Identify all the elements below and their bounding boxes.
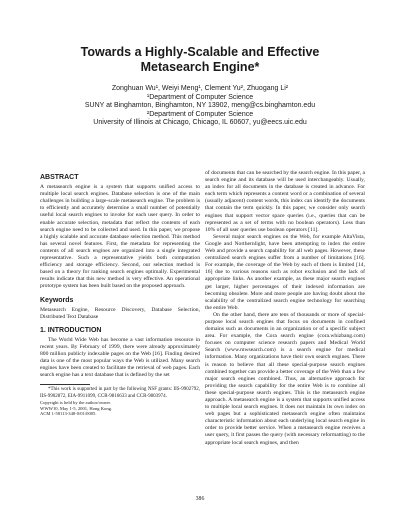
author-block: [20, 85, 380, 128]
copyright-line-3: ACM 1-58113-348-0/01/0005.: [40, 411, 97, 417]
abstract-text: A metasearch engine is a system that supports unified access to multiple local search engines. Database selection is one of the main challenges in building a large-scale metasearch engine. The problem is to efficiently and accurately determine a small number of potentially useful local search engines to invoke for each user query. In order to enable accurate selection, metadata that reflect the contents of each search engine need to be collected and used. In this paper, we propose a highly scalable and accurate database selection method. This method has several novel features. First, the metadata for representing the contents of all search engines are organized into a single integrated representative. Such a representative yields both computation efficiency and storage efficiency. Second, our selection method is based on a theory for ranking search engines optimally. Experimental results indicate that this new method is very effective. An operational prototype system has been built based on the proposed approach.: [40, 184, 200, 290]
footnote-rule: [40, 384, 90, 385]
affiliation-2-address: University of Illinois at Chicago, Chicago, IL 60607, yu@eecs.uic.edu: [93, 119, 307, 127]
affiliation-2-dept: ²Department of Computer Science: [146, 110, 254, 118]
right-column: [205, 170, 365, 447]
affiliation-1-dept: ¹Department of Computer Science: [146, 93, 254, 101]
page-number: 386: [195, 496, 205, 502]
paper-title-line-2: Metasearch Engine*: [140, 60, 260, 74]
right-paragraph-3: On the other hand, there are tens of thousands or more of special-purpose local search engines that focus on documents in confined domains such as documents in an organization or of a specific subject area. For example, the Cora search engine (cora.whizbang.com) focuses on computer science research papers and Medical World Search (www.mwsearch.com) is a search engine for medical information. Many organizations have their own search engines. There is reason to believe that all these special-purpose search engines combined together can provide a better coverage of the Web than a few major search engines combined. Thus, an alternative approach for providing the search capability for the entire Web is to combine all these special-purpose search engines. This is the metasearch engine approach. A metasearch engine is a system that supports unified access to multiple local search engines. It does not maintain its own index on web pages but a sophisticated metasearch engine often maintains characteristic information about each underlying local search engine in order to provide better service. When a metasearch engine receives a user query, it first passes the query (with necessary reformatting) to the appropriate local search engines, and then: [205, 311, 365, 446]
funding-footnote: *This work is supported in part by the following NSF grants: IIS-9902792, IIS-9902872, EIA-9911099, CCR-9816633 and CCR-9803974.: [40, 387, 200, 399]
right-paragraph-1: of documents that can be searched by the search engine. In this paper, a search engine and its database will be used interchangeably. Usually, an index for all documents in the database is created in advance. For each term which represents a content word or a combination of several (usually adjacent) content words, this index can identify the documents that contain the term quickly. In this paper, we consider only search engines that support vector space queries (i.e., queries that can be represented as a set of terms with no boolean operators). Less than 10% of all user queries use boolean operators [11].: [205, 170, 365, 233]
affiliation-1-address: SUNY at Binghamton, Binghamton, NY 13902, meng@cs.binghamton.edu: [84, 102, 316, 110]
copyright-notice: [40, 400, 200, 417]
copyright-line-2: WWW10, May 1-5, 2001, Hong Kong.: [40, 405, 113, 411]
author-names: Zonghuan Wu¹, Weiyi Meng¹, Clement Yu², Zhuogang Li²: [111, 85, 289, 92]
introduction-text: The World Wide Web has become a vast information resource in recent years. By February of 1999, there were already approximately 800 million publicly indexable pages on the Web [16]. Finding desired data is one of the most popular ways the Web is utilized. Many search engines have been created to facilitate the retrieval of web pages. Each search engine has a text database that is defined by the set: [40, 336, 200, 379]
keywords-heading: Keywords: [40, 296, 74, 304]
abstract-heading: ABSTRACT: [40, 174, 79, 181]
copyright-line-1: Copyright is held by the author/owner.: [40, 400, 111, 406]
keywords-text: Metasearch Engine, Resource Discovery, Database Selection, Distributed Text Database: [40, 306, 200, 320]
left-column: [40, 170, 200, 417]
right-paragraph-2: Several major search engines on the Web, for example AltaVista, Google and Northernlight, have been attempting to index the entire Web and provide a search capability for all web pages. However, these centralized search engines suffer from a number of limitations [16]. For example, the coverage of the Web by each of them is limited [14, 16] due to various reasons such as robot exclusion and the lack of appropriate links. As another example, as these major search engines get larger, higher percentages of their indexed information are becoming obsolete. More and more people are having doubt about the scalability of the centralized search engine technology for searching the entire Web.: [205, 233, 365, 311]
introduction-heading: 1. INTRODUCTION: [40, 326, 102, 334]
paper-title-line-1: Towards a Highly-Scalable and Effective: [80, 45, 320, 59]
